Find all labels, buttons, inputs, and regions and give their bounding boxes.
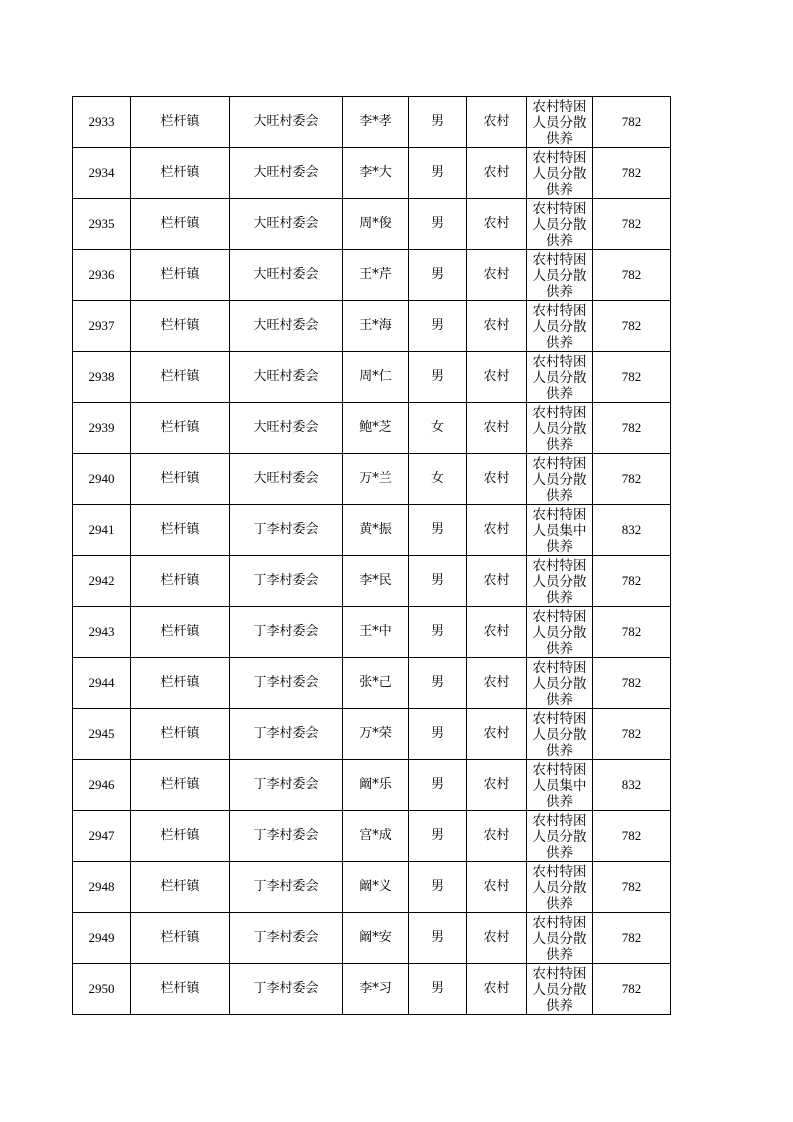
row-number-cell: 2939 — [73, 403, 131, 454]
support-type-cell — [527, 301, 593, 352]
town-cell: 栏杆镇 — [131, 607, 230, 658]
area-type-cell: 农村 — [467, 148, 527, 199]
town-cell: 栏杆镇 — [131, 403, 230, 454]
area-type-cell: 农村 — [467, 97, 527, 148]
person-name-cell: 鲍*芝 — [343, 403, 409, 454]
support-type-cell — [527, 97, 593, 148]
support-type-cell — [527, 556, 593, 607]
town-cell: 栏杆镇 — [131, 250, 230, 301]
village-committee-cell: 丁李村委会 — [230, 964, 343, 1015]
amount-cell: 782 — [593, 352, 671, 403]
village-committee-cell: 丁李村委会 — [230, 556, 343, 607]
person-name-cell: 王*海 — [343, 301, 409, 352]
table-row — [73, 760, 671, 811]
amount-cell: 832 — [593, 505, 671, 556]
support-type-text: 农村特困人员分散供养 — [532, 405, 587, 451]
table-row — [73, 811, 671, 862]
support-type-cell — [527, 403, 593, 454]
town-cell: 栏杆镇 — [131, 556, 230, 607]
gender-cell: 男 — [409, 250, 467, 301]
village-committee-cell: 丁李村委会 — [230, 913, 343, 964]
person-name-cell: 黄*振 — [343, 505, 409, 556]
area-type-cell: 农村 — [467, 709, 527, 760]
table-row — [73, 199, 671, 250]
row-number-cell: 2950 — [73, 964, 131, 1015]
table-row — [73, 352, 671, 403]
town-cell: 栏杆镇 — [131, 658, 230, 709]
support-type-cell — [527, 454, 593, 505]
gender-cell: 男 — [409, 760, 467, 811]
row-number-cell: 2934 — [73, 148, 131, 199]
area-type-cell: 农村 — [467, 862, 527, 913]
village-committee-cell: 大旺村委会 — [230, 97, 343, 148]
area-type-cell: 农村 — [467, 301, 527, 352]
area-type-cell: 农村 — [467, 964, 527, 1015]
amount-cell: 782 — [593, 148, 671, 199]
person-name-cell: 阚*安 — [343, 913, 409, 964]
village-committee-cell: 大旺村委会 — [230, 454, 343, 505]
support-type-cell — [527, 862, 593, 913]
area-type-cell: 农村 — [467, 556, 527, 607]
village-committee-cell: 丁李村委会 — [230, 811, 343, 862]
support-type-cell — [527, 505, 593, 556]
person-name-cell: 万*兰 — [343, 454, 409, 505]
area-type-cell: 农村 — [467, 760, 527, 811]
town-cell: 栏杆镇 — [131, 199, 230, 250]
village-committee-cell: 大旺村委会 — [230, 301, 343, 352]
support-type-cell — [527, 913, 593, 964]
support-type-cell — [527, 352, 593, 403]
gender-cell: 男 — [409, 352, 467, 403]
table-row — [73, 505, 671, 556]
row-number-cell: 2942 — [73, 556, 131, 607]
town-cell: 栏杆镇 — [131, 862, 230, 913]
row-number-cell: 2949 — [73, 913, 131, 964]
amount-cell: 782 — [593, 811, 671, 862]
support-type-text: 农村特困人员分散供养 — [532, 711, 587, 757]
town-cell: 栏杆镇 — [131, 352, 230, 403]
village-committee-cell: 丁李村委会 — [230, 505, 343, 556]
support-type-cell — [527, 709, 593, 760]
town-cell: 栏杆镇 — [131, 505, 230, 556]
row-number-cell: 2941 — [73, 505, 131, 556]
town-cell: 栏杆镇 — [131, 97, 230, 148]
support-type-text: 农村特困人员分散供养 — [532, 201, 587, 247]
person-name-cell: 李*大 — [343, 148, 409, 199]
amount-cell: 782 — [593, 403, 671, 454]
person-name-cell: 阚*义 — [343, 862, 409, 913]
support-type-text: 农村特困人员分散供养 — [532, 864, 587, 910]
area-type-cell: 农村 — [467, 913, 527, 964]
row-number-cell: 2938 — [73, 352, 131, 403]
person-name-cell: 周*俊 — [343, 199, 409, 250]
village-committee-cell: 大旺村委会 — [230, 403, 343, 454]
person-name-cell: 李*习 — [343, 964, 409, 1015]
support-type-cell — [527, 964, 593, 1015]
town-cell: 栏杆镇 — [131, 301, 230, 352]
gender-cell: 男 — [409, 811, 467, 862]
area-type-cell: 农村 — [467, 607, 527, 658]
person-name-cell: 宫*成 — [343, 811, 409, 862]
amount-cell: 782 — [593, 709, 671, 760]
table-row — [73, 250, 671, 301]
row-number-cell: 2937 — [73, 301, 131, 352]
gender-cell: 男 — [409, 709, 467, 760]
amount-cell: 782 — [593, 301, 671, 352]
town-cell: 栏杆镇 — [131, 709, 230, 760]
gender-cell: 男 — [409, 505, 467, 556]
person-name-cell: 王*中 — [343, 607, 409, 658]
area-type-cell: 农村 — [467, 811, 527, 862]
table-row — [73, 301, 671, 352]
area-type-cell: 农村 — [467, 505, 527, 556]
row-number-cell: 2946 — [73, 760, 131, 811]
town-cell: 栏杆镇 — [131, 148, 230, 199]
support-type-text: 农村特困人员分散供养 — [532, 150, 587, 196]
row-number-cell: 2945 — [73, 709, 131, 760]
area-type-cell: 农村 — [467, 250, 527, 301]
row-number-cell: 2935 — [73, 199, 131, 250]
support-type-text: 农村特困人员分散供养 — [532, 303, 587, 349]
person-name-cell: 万*荣 — [343, 709, 409, 760]
table-row — [73, 658, 671, 709]
town-cell: 栏杆镇 — [131, 913, 230, 964]
row-number-cell: 2940 — [73, 454, 131, 505]
amount-cell: 782 — [593, 913, 671, 964]
amount-cell: 782 — [593, 454, 671, 505]
town-cell: 栏杆镇 — [131, 964, 230, 1015]
support-type-cell — [527, 811, 593, 862]
village-committee-cell: 大旺村委会 — [230, 250, 343, 301]
support-type-text: 农村特困人员集中供养 — [532, 762, 587, 808]
gender-cell: 男 — [409, 301, 467, 352]
support-type-cell — [527, 658, 593, 709]
table-body — [73, 97, 671, 1015]
gender-cell: 男 — [409, 199, 467, 250]
amount-cell: 782 — [593, 97, 671, 148]
gender-cell: 男 — [409, 862, 467, 913]
person-name-cell: 周*仁 — [343, 352, 409, 403]
table-row — [73, 556, 671, 607]
gender-cell: 男 — [409, 607, 467, 658]
support-type-text: 农村特困人员分散供养 — [532, 966, 587, 1012]
village-committee-cell: 大旺村委会 — [230, 352, 343, 403]
table-row — [73, 709, 671, 760]
support-type-text: 农村特困人员分散供养 — [532, 354, 587, 400]
area-type-cell: 农村 — [467, 199, 527, 250]
gender-cell: 男 — [409, 964, 467, 1015]
gender-cell: 男 — [409, 148, 467, 199]
support-type-cell — [527, 250, 593, 301]
table-row — [73, 913, 671, 964]
table-row — [73, 862, 671, 913]
support-type-text: 农村特困人员分散供养 — [532, 558, 587, 604]
area-type-cell: 农村 — [467, 658, 527, 709]
amount-cell: 782 — [593, 199, 671, 250]
support-type-cell — [527, 148, 593, 199]
amount-cell: 782 — [593, 862, 671, 913]
row-number-cell: 2943 — [73, 607, 131, 658]
support-type-text: 农村特困人员分散供养 — [532, 252, 587, 298]
support-type-text: 农村特困人员集中供养 — [532, 507, 587, 553]
village-committee-cell: 丁李村委会 — [230, 709, 343, 760]
amount-cell: 782 — [593, 964, 671, 1015]
support-type-text: 农村特困人员分散供养 — [532, 915, 587, 961]
support-type-cell — [527, 760, 593, 811]
table-row — [73, 607, 671, 658]
row-number-cell: 2936 — [73, 250, 131, 301]
table-row — [73, 964, 671, 1015]
support-type-text: 农村特困人员分散供养 — [532, 456, 587, 502]
gender-cell: 男 — [409, 97, 467, 148]
amount-cell: 782 — [593, 607, 671, 658]
person-name-cell: 王*芹 — [343, 250, 409, 301]
village-committee-cell: 大旺村委会 — [230, 199, 343, 250]
gender-cell: 男 — [409, 658, 467, 709]
amount-cell: 782 — [593, 556, 671, 607]
village-committee-cell: 大旺村委会 — [230, 148, 343, 199]
area-type-cell: 农村 — [467, 403, 527, 454]
table-row — [73, 97, 671, 148]
village-committee-cell: 丁李村委会 — [230, 760, 343, 811]
village-committee-cell: 丁李村委会 — [230, 862, 343, 913]
table-row — [73, 454, 671, 505]
area-type-cell: 农村 — [467, 352, 527, 403]
gender-cell: 女 — [409, 403, 467, 454]
person-name-cell: 阚*乐 — [343, 760, 409, 811]
person-name-cell: 张*己 — [343, 658, 409, 709]
gender-cell: 女 — [409, 454, 467, 505]
person-name-cell: 李*孝 — [343, 97, 409, 148]
amount-cell: 832 — [593, 760, 671, 811]
relief-roster-table — [72, 96, 671, 1015]
row-number-cell: 2948 — [73, 862, 131, 913]
support-type-text: 农村特困人员分散供养 — [532, 609, 587, 655]
town-cell: 栏杆镇 — [131, 811, 230, 862]
gender-cell: 男 — [409, 913, 467, 964]
area-type-cell: 农村 — [467, 454, 527, 505]
row-number-cell: 2944 — [73, 658, 131, 709]
row-number-cell: 2933 — [73, 97, 131, 148]
support-type-cell — [527, 607, 593, 658]
amount-cell: 782 — [593, 658, 671, 709]
support-type-text: 农村特困人员分散供养 — [532, 660, 587, 706]
village-committee-cell: 丁李村委会 — [230, 658, 343, 709]
table-row — [73, 403, 671, 454]
row-number-cell: 2947 — [73, 811, 131, 862]
support-type-text: 农村特困人员分散供养 — [532, 99, 587, 145]
support-type-cell — [527, 199, 593, 250]
town-cell: 栏杆镇 — [131, 760, 230, 811]
person-name-cell: 李*民 — [343, 556, 409, 607]
village-committee-cell: 丁李村委会 — [230, 607, 343, 658]
support-type-text: 农村特困人员分散供养 — [532, 813, 587, 859]
gender-cell: 男 — [409, 556, 467, 607]
table-row — [73, 148, 671, 199]
amount-cell: 782 — [593, 250, 671, 301]
town-cell: 栏杆镇 — [131, 454, 230, 505]
